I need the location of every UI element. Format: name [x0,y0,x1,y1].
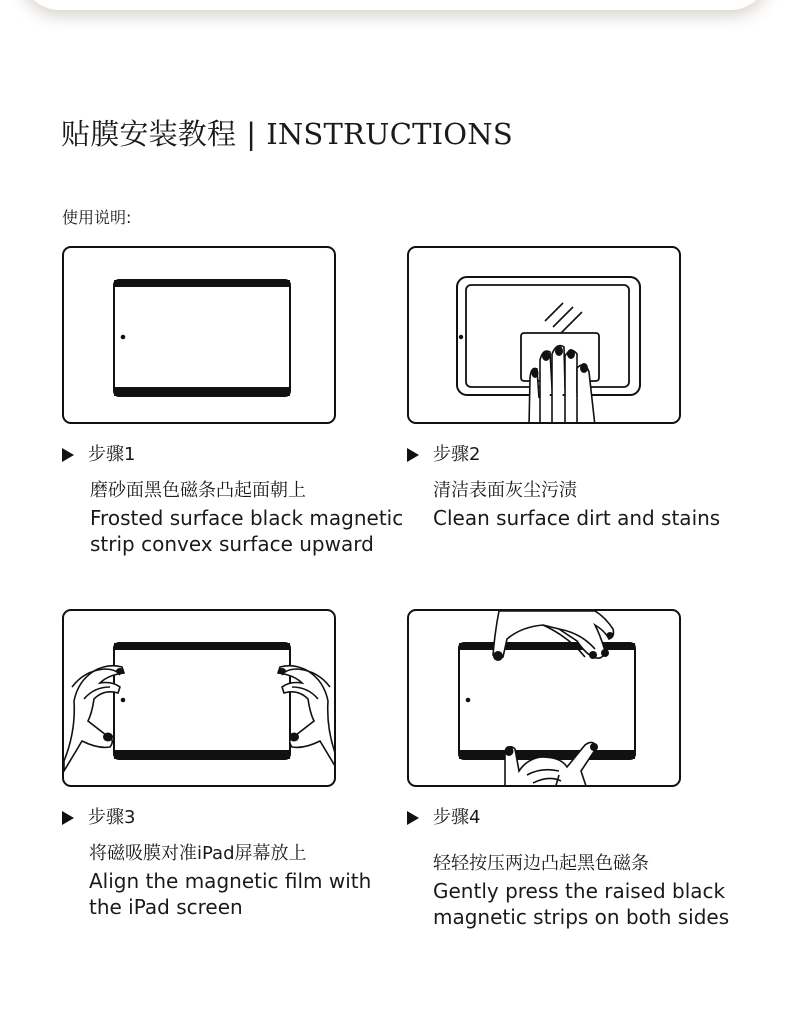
step2-description [433,479,720,531]
step1-desc-en-line2: strip convex surface upward [90,532,374,556]
tablet-film-icon [64,248,336,424]
step4-desc-cn: 轻轻按压两边凸起黑色磁条 [433,853,649,874]
play-arrow-icon [407,448,419,462]
step3-label: 步骤3 [62,803,135,829]
usage-label: 使用说明: [62,208,132,227]
step3-illustration [62,609,336,787]
step1-desc-en-line1: Frosted surface black magnetic [90,506,404,530]
step1-description [90,479,403,557]
play-arrow-icon [62,448,74,462]
hands-holding-film-icon [64,611,336,787]
cleaning-tablet-icon [409,248,681,424]
step3-desc-cn: 将磁吸膜对准iPad屏幕放上 [89,843,307,864]
play-arrow-icon [407,811,419,825]
title-cn: 贴膜安装教程 [61,117,237,151]
step1-illustration [62,246,336,424]
step4-label: 步骤4 [407,803,480,829]
step3-description [89,842,371,920]
step4-illustration [407,609,681,787]
step1-label: 步骤1 [62,440,135,466]
title-en: INSTRUCTIONS [266,117,513,151]
step2-desc-cn: 清洁表面灰尘污渍 [433,480,577,501]
step1-desc-cn: 磨砂面黑色磁条凸起面朝上 [90,480,306,501]
step3-desc-en-line1: Align the magnetic film with [89,869,372,893]
top-card-shadow [20,0,770,10]
step2-label: 步骤2 [407,440,480,466]
step4-desc-en-line2: magnetic strips on both sides [433,905,730,929]
step3-desc-en-line2: the iPad screen [89,895,243,919]
page-title [61,112,513,153]
play-arrow-icon [62,811,74,825]
step4-description [433,852,729,930]
title-separator: | [246,117,257,151]
step2-illustration [407,246,681,424]
hands-pressing-strips-icon [409,611,681,787]
step2-desc-en-line1: Clean surface dirt and stains [433,506,721,530]
step4-desc-en-line1: Gently press the raised black [433,879,726,903]
